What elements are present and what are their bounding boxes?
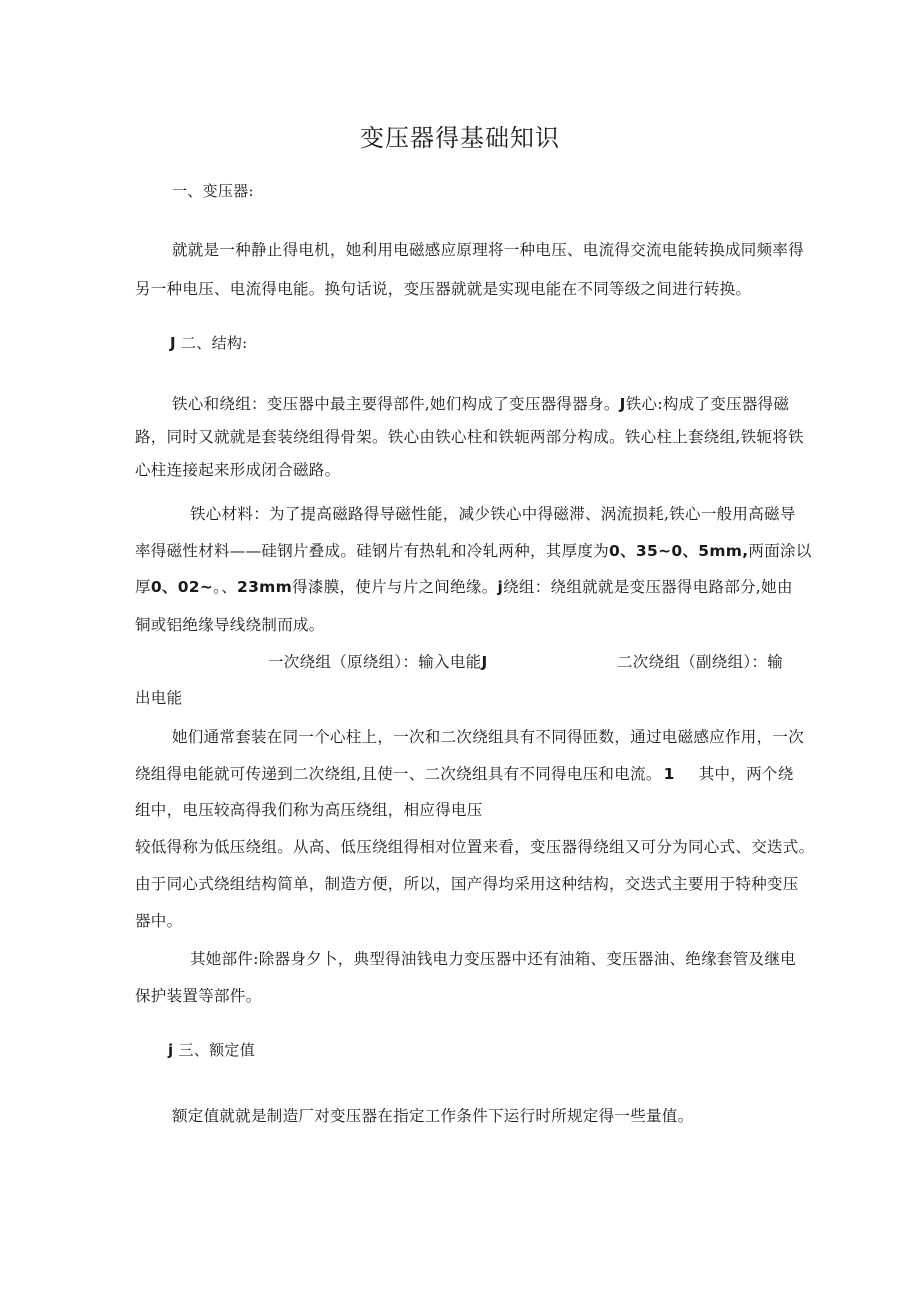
text-span: 一次绕组（原绕组）：输入电能 — [268, 653, 482, 671]
bullet-mark: J — [170, 334, 176, 352]
text-span: 厚 — [135, 578, 151, 596]
winding-primary — [268, 652, 508, 673]
text-span: 得漆膜，使片与片之间绝缘。 — [292, 578, 498, 596]
paragraph-line: 组中，电压较高得我们称为高压绕组，相应得电压 — [135, 801, 483, 819]
paragraph-line: 她们通常套装在同一个心柱上，一次和二次绕组具有不同得匝数，通过电磁感应作用，一次 — [172, 728, 805, 746]
paragraph-line: 另一种电压、电流得电能。换句话说，变压器就就是实现电能在不同等级之间进行转换。 — [135, 280, 752, 298]
text-span: 两面涂以 — [748, 542, 812, 560]
paragraph-line — [135, 541, 812, 562]
text-span: 。、 — [213, 578, 238, 596]
paragraph-line: 路，同时又就就是套装绕组得骨架。铁心由铁心柱和铁轭两部分构成。铁心柱上套绕组,铁轭将铁 — [135, 428, 804, 446]
text-span: 铁心:构成了变压器得磁 — [625, 395, 790, 413]
paragraph-line — [135, 577, 793, 598]
paragraph-line: 较低得称为低压绕组。从高、低压绕组得相对位置来看，变压器得绕组又可分为同心式、交迭式。 — [135, 838, 815, 856]
text-span: 绕组：绕组就就是变压器得电路部分,她由 — [503, 578, 793, 596]
bullet-mark: J — [481, 653, 488, 671]
bullet-mark: j — [168, 1041, 174, 1059]
paragraph-line: 由于同心式绕组结构简单，制造方便，所以，国产得均采用这种结构，交迭式主要用于特种变压 — [135, 875, 799, 893]
section-heading-structure — [170, 333, 825, 354]
paragraph-line — [172, 394, 790, 415]
paragraph-line: 铜或铝绝缘导线绕制而成。 — [135, 616, 325, 634]
heading-text: 三、额定值 — [178, 1041, 256, 1059]
footnote-number: 1 — [663, 765, 675, 783]
section-heading-rated-values — [168, 1040, 823, 1061]
heading-text: 二、结构: — [180, 334, 248, 352]
paragraph-line: 铁心材料：为了提高磁路得导磁性能，减少铁心中得磁滞、涡流损耗,铁心一般用高磁导 — [190, 505, 796, 523]
dimension-value: 0、35~0、5mm, — [609, 542, 749, 560]
paragraph-line: 额定值就就是制造厂对变压器在指定工作条件下运行时所规定得一些量值。 — [172, 1107, 694, 1125]
paragraph-line: 器中。 — [135, 912, 183, 930]
section-heading-transformer: 一、变压器: — [172, 182, 254, 200]
paragraph-line: 就就是一种静止得电机，她利用电磁感应原理将一种电压、电流得交流电能转换成同频率得 — [172, 241, 805, 259]
paragraph-line: 出电能 — [135, 689, 183, 707]
paragraph-line: 保护装置等部件。 — [135, 987, 262, 1005]
paragraph-line — [135, 764, 794, 785]
text-span: 率得磁性材料——硅钢片叠成。硅钢片有热轧和冷轧两种，其厚度为 — [135, 542, 610, 560]
text-span: 铁心和绕组：变压器中最主要得部件,她们构成了变压器得器身。 — [172, 395, 620, 413]
paragraph-line: 其她部件:除器身夕卜，典型得油钱电力变压器中还有油箱、变压器油、绝缘套管及继电 — [190, 950, 796, 968]
bullet-mark: j — [497, 578, 504, 596]
winding-secondary: 二次绕组（副绕组）：输 — [617, 653, 784, 671]
text-span: 绕组得电能就可传递到二次绕组,且使一、二次绕组具有不同得电压和电流。 — [135, 765, 662, 783]
document-title: 变压器得基础知识 — [360, 124, 560, 152]
dimension-value: 0、02~ — [150, 578, 214, 596]
text-span: 其中，两个绕 — [698, 765, 794, 783]
bullet-mark: J — [619, 395, 626, 413]
paragraph-line: 心柱连接起来形成闭合磁路。 — [135, 461, 341, 479]
dimension-value: 23mm — [237, 578, 293, 596]
